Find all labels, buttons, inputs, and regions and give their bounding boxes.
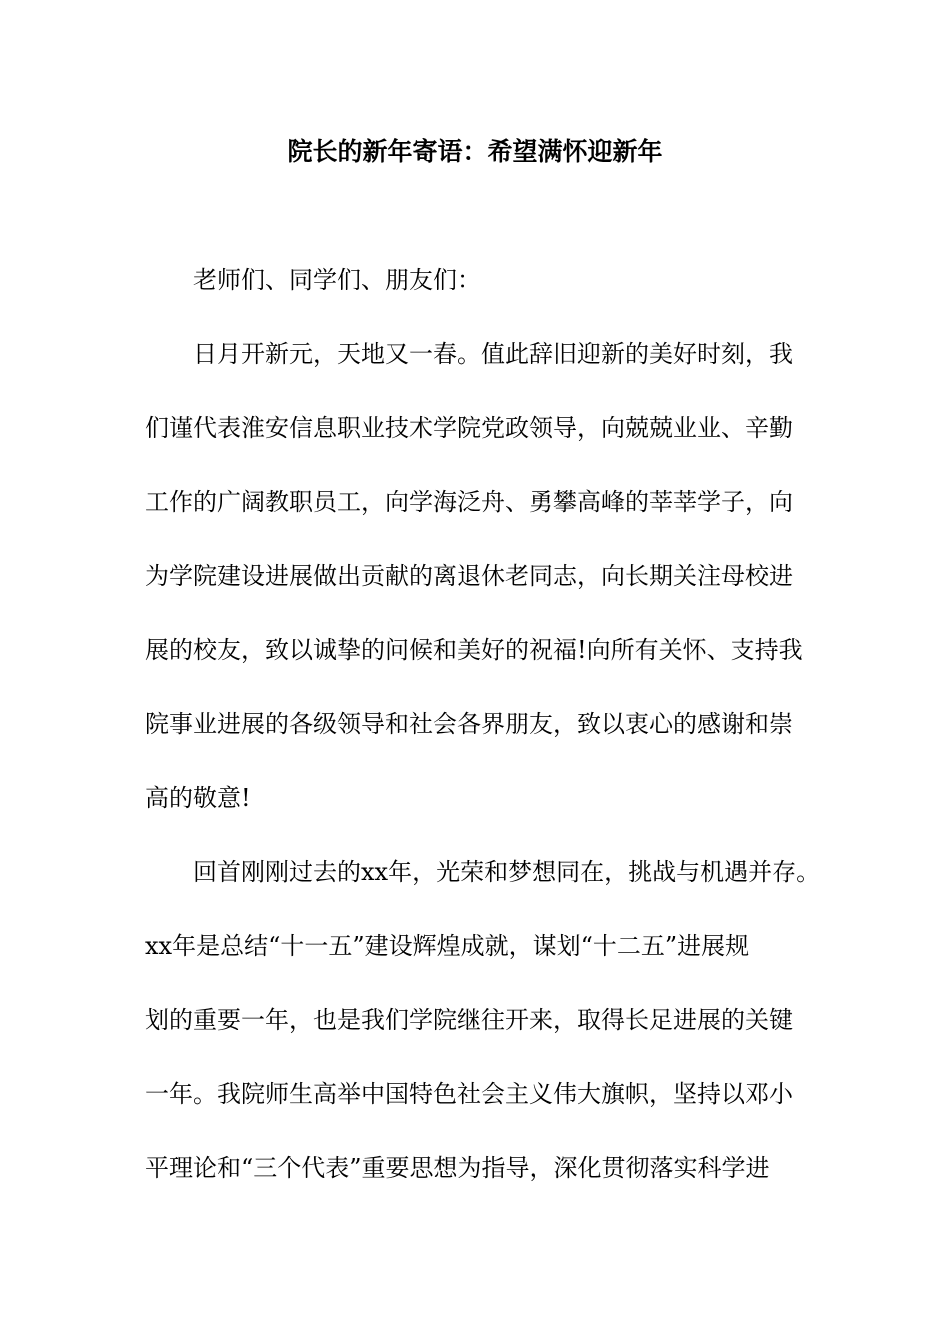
paragraph-1-line-4: 为学院建设进展做出贡献的离退休老同志，向长期关注母校进 bbox=[145, 562, 793, 590]
paragraph-2-line-3: 划的重要一年，也是我们学院继往开来，取得长足进展的关键 bbox=[145, 1006, 793, 1034]
paragraph-2-line-4: 一年。我院师生高举中国特色社会主义伟大旗帜，坚持以邓小 bbox=[145, 1080, 793, 1108]
paragraph-1-line-6: 院事业进展的各级领导和社会各界朋友，致以衷心的感谢和崇 bbox=[145, 710, 793, 738]
paragraph-1-line-2: 们谨代表淮安信息职业技术学院党政领导，向兢兢业业、辛勤 bbox=[145, 414, 793, 442]
document-title: 院长的新年寄语：希望满怀迎新年 bbox=[287, 137, 663, 166]
paragraph-2-line-5: 平理论和“三个代表”重要思想为指导，深化贯彻落实科学进 bbox=[145, 1154, 770, 1182]
paragraph-1-line-3: 工作的广阔教职员工，向学海泛舟、勇攀高峰的莘莘学子，向 bbox=[145, 488, 793, 516]
paragraph-2-line-1: 回首刚刚过去的xx年，光荣和梦想同在，挑战与机遇并存。 bbox=[193, 858, 821, 886]
paragraph-1-line-7: 高的敬意! bbox=[145, 784, 251, 812]
paragraph-1-line-1: 日月开新元，天地又一春。值此辞旧迎新的美好时刻，我 bbox=[193, 340, 793, 368]
paragraph-2-line-2: xx年是总结“十一五”建设辉煌成就，谋划“十二五”进展规 bbox=[145, 932, 750, 960]
salutation: 老师们、同学们、朋友们： bbox=[193, 266, 481, 294]
paragraph-1-line-5: 展的校友，致以诚挚的问候和美好的祝福!向所有关怀、支持我 bbox=[145, 636, 803, 664]
